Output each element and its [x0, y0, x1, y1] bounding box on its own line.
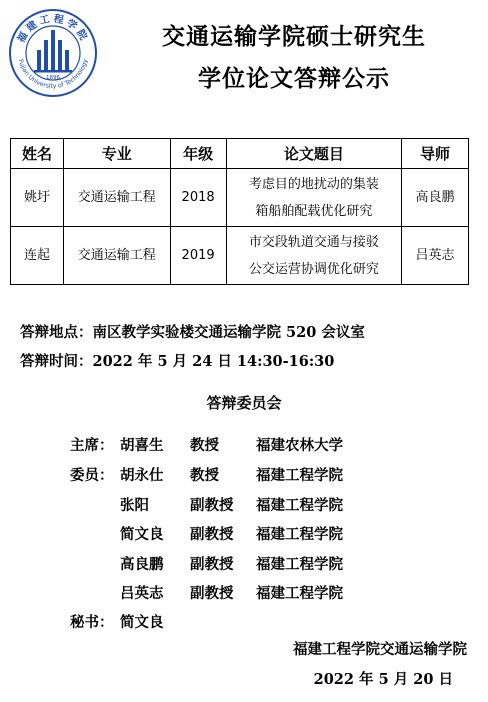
- signature-organization: 福建工程学院交通运输学院: [293, 641, 467, 658]
- member-title: 副教授: [190, 556, 234, 573]
- cell-grade: 2019: [170, 227, 226, 285]
- logo-cn-name: 福建工程学院: [15, 13, 91, 45]
- header-grade: 年级: [170, 139, 226, 169]
- cell-thesis: [226, 227, 402, 285]
- member-name: 吕英志: [120, 585, 164, 602]
- member-title: 副教授: [190, 497, 234, 514]
- university-logo: [8, 8, 98, 98]
- header-major: 专业: [63, 139, 170, 169]
- member-name: 胡永仕: [120, 467, 164, 484]
- cell-thesis: [226, 169, 402, 227]
- member-name: 胡喜生: [120, 437, 164, 454]
- member-institution: 福建工程学院: [256, 556, 343, 573]
- thesis-line: 市交段轨道交通与接驳: [248, 234, 379, 250]
- role-label: 主席：: [70, 437, 114, 454]
- cell-advisor: 吕英志: [402, 227, 469, 285]
- cell-name: 姚圩: [11, 169, 64, 227]
- cell-name: 连起: [11, 227, 64, 285]
- role-label: 秘书：: [70, 614, 114, 631]
- role-label: 委员：: [70, 467, 114, 484]
- member-institution: 福建工程学院: [256, 526, 343, 543]
- header-name: 姓名: [11, 139, 64, 169]
- member-institution: 福建工程学院: [256, 585, 343, 602]
- member-name: 高良鹏: [120, 556, 164, 573]
- member-title: 教授: [190, 437, 219, 454]
- member-institution: 福建农林大学: [256, 437, 343, 454]
- thesis-line: 箱船舶配载优化研究: [255, 203, 373, 219]
- logo-en-name: Fujian University of Technology: [16, 58, 90, 91]
- defense-time: 答辩时间：2022 年 5 月 24 日 14:30-16:30: [20, 353, 335, 370]
- logo-year: 1896: [46, 75, 60, 81]
- member-institution: 福建工程学院: [256, 467, 343, 484]
- member-institution: 福建工程学院: [256, 497, 343, 514]
- member-title: 副教授: [190, 585, 234, 602]
- member-name: 张阳: [120, 497, 149, 514]
- cell-major: 交通运输工程: [63, 227, 170, 285]
- header-advisor: 导师: [402, 139, 469, 169]
- member-name: 简文良: [120, 614, 164, 631]
- signature-date: 2022 年 5 月 20 日: [313, 671, 453, 688]
- header-thesis: 论文题目: [226, 139, 402, 169]
- table-row: [11, 227, 469, 285]
- member-title: 副教授: [190, 526, 234, 543]
- committee-title: 答辩委员会: [206, 394, 282, 412]
- defense-table: [10, 138, 469, 285]
- cell-grade: 2018: [170, 169, 226, 227]
- member-title: 教授: [190, 467, 219, 484]
- cell-major: 交通运输工程: [63, 169, 170, 227]
- table-row: [11, 169, 469, 227]
- page-title-line1: 交通运输学院硕士研究生: [162, 23, 426, 50]
- member-name: 简文良: [120, 526, 164, 543]
- defense-location: 答辩地点：南区教学实验楼交通运输学院 520 会议室: [20, 324, 365, 341]
- thesis-line: 考虑目的地扰动的集装: [248, 176, 379, 192]
- table-header-row: [11, 139, 469, 169]
- cell-advisor: 高良鹏: [402, 169, 469, 227]
- page-title-line2: 学位论文答辩公示: [198, 65, 390, 92]
- thesis-line: 公交运营协调优化研究: [248, 261, 379, 277]
